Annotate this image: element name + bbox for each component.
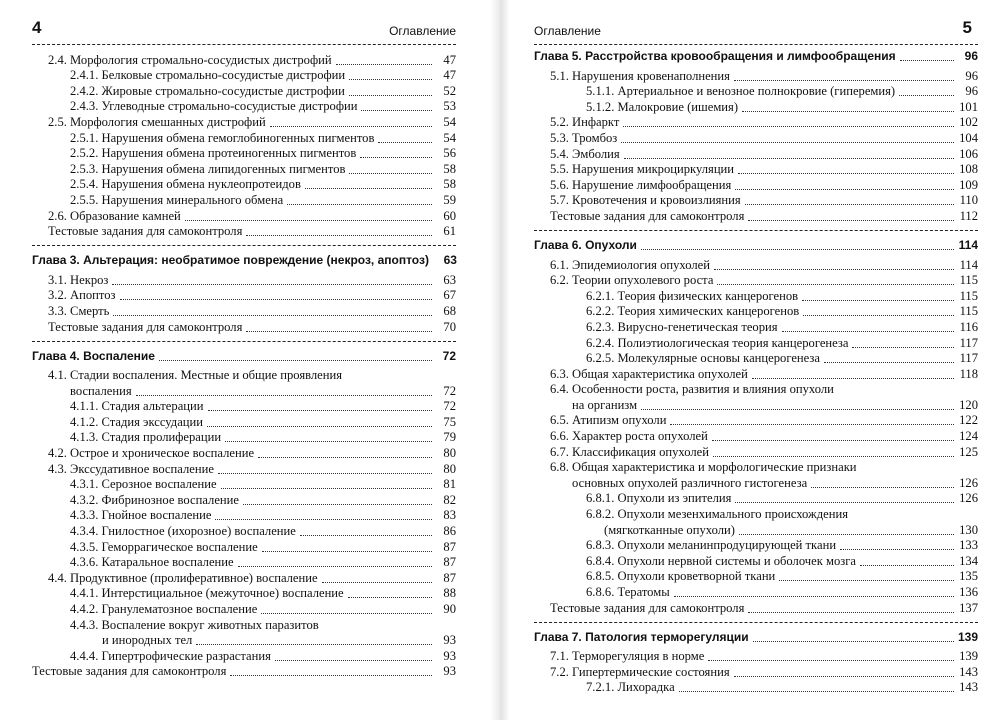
toc-entry[interactable]: 6.8. Общая характеристика и морфологические признаки bbox=[550, 460, 857, 475]
toc-entry[interactable]: 2.5.3. Нарушения обмена липидогенных пигментов 58 bbox=[70, 161, 456, 176]
toc-chapter[interactable]: Глава 7. Патология терморегуляции 139 bbox=[534, 629, 978, 644]
toc-entry[interactable]: 2.5.1. Нарушения обмена гемоглобиногенных пигментов 54 bbox=[70, 130, 456, 145]
toc-entry[interactable]: 5.2. Инфаркт 102 bbox=[550, 115, 978, 130]
toc-entry[interactable]: 6.6. Характер роста опухолей 124 bbox=[550, 429, 978, 444]
toc-entry-continuation[interactable]: и инородных тел 93 bbox=[102, 633, 456, 648]
toc-entry[interactable]: 6.3. Общая характеристика опухолей 118 bbox=[550, 366, 978, 381]
toc-entry[interactable]: 2.4.3. Углеводные стромально-сосудистые дистрофии 53 bbox=[70, 99, 456, 114]
toc-entry[interactable]: 6.8.2. Опухоли мезенхимального происхождения bbox=[586, 507, 849, 522]
table-of-contents bbox=[534, 48, 978, 695]
header-title: Оглавление bbox=[389, 24, 456, 38]
toc-entry[interactable]: 4.4.1. Интерстициальное (межуточное) воспаление 88 bbox=[70, 586, 456, 601]
toc-entry[interactable]: 7.1. Терморегуляция в норме 139 bbox=[550, 649, 978, 664]
toc-entry[interactable]: 5.1. Нарушения кровенаполнения 96 bbox=[550, 68, 978, 83]
header-title: Оглавление bbox=[534, 24, 601, 38]
toc-entry[interactable]: 2.5. Морфология смешанных дистрофий 54 bbox=[48, 114, 456, 129]
toc-entry[interactable]: 7.2. Гипертермические состояния 143 bbox=[550, 664, 978, 679]
toc-entry[interactable]: 2.5.5. Нарушения минерального обмена 59 bbox=[70, 192, 456, 207]
toc-entry[interactable]: 2.6. Образование камней 60 bbox=[48, 208, 456, 223]
section-divider bbox=[534, 230, 978, 231]
toc-entry[interactable]: 6.2. Теории опухолевого роста 115 bbox=[550, 273, 978, 288]
toc-chapter[interactable]: Глава 6. Опухоли 114 bbox=[534, 237, 978, 252]
toc-entry[interactable]: Тестовые задания для самоконтроля 93 bbox=[32, 664, 456, 679]
toc-entry[interactable]: 2.4. Морфология стромально-сосудистых дистрофий 47 bbox=[48, 52, 456, 67]
toc-entry-continuation[interactable]: основных опухолей различного гистогенеза 126 bbox=[572, 475, 978, 490]
book-gutter bbox=[490, 0, 510, 720]
toc-entry[interactable]: 2.5.4. Нарушения обмена нуклеопротеидов 58 bbox=[70, 177, 456, 192]
toc-entry[interactable]: 4.4. Продуктивное (пролиферативное) воспаление 87 bbox=[48, 570, 456, 585]
toc-entry[interactable]: Тестовые задания для самоконтроля 70 bbox=[48, 319, 456, 334]
toc-entry[interactable]: 6.2.5. Молекулярные основы канцерогенеза 117 bbox=[586, 351, 978, 366]
toc-entry[interactable]: 3.3. Смерть 68 bbox=[48, 303, 456, 318]
toc-entry[interactable]: 4.3. Экссудативное воспаление 80 bbox=[48, 461, 456, 476]
toc-entry[interactable]: 6.2.4. Полиэтиологическая теория канцерогенеза 117 bbox=[586, 335, 978, 350]
toc-entry[interactable]: 4.3.5. Геморрагическое воспаление 87 bbox=[70, 539, 456, 554]
toc-entry[interactable]: 5.7. Кровотечения и кровоизлияния 110 bbox=[550, 193, 978, 208]
toc-entry[interactable]: 4.4.2. Гранулематозное воспаление 90 bbox=[70, 602, 456, 616]
toc-entry[interactable]: 4.4.3. Воспаление вокруг животных паразитов bbox=[70, 617, 319, 632]
toc-entry[interactable]: 4.1. Стадии воспаления. Местные и общие проявления bbox=[48, 368, 343, 383]
toc-entry[interactable]: 4.3.2. Фибринозное воспаление 82 bbox=[70, 492, 456, 507]
toc-entry[interactable]: Тестовые задания для самоконтроля 137 bbox=[550, 600, 978, 615]
toc-entry[interactable]: 3.1. Некроз 63 bbox=[48, 272, 456, 287]
toc-entry[interactable]: 5.4. Эмболия 106 bbox=[550, 146, 978, 161]
toc-entry[interactable]: 6.2.2. Теория химических канцерогенов 115 bbox=[586, 304, 978, 319]
toc-entry[interactable]: 2.4.1. Белковые стромально-сосудистые дистрофии 47 bbox=[70, 68, 456, 83]
toc-entry[interactable]: 4.3.1. Серозное воспаление 81 bbox=[70, 477, 456, 492]
toc-entry-continuation[interactable]: на организм 120 bbox=[572, 397, 978, 412]
section-divider bbox=[534, 622, 978, 623]
toc-entry[interactable]: Тестовые задания для самоконтроля 61 bbox=[48, 224, 456, 239]
toc-entry[interactable]: 2.5.2. Нарушения обмена протеиногенных пигментов 56 bbox=[70, 146, 456, 161]
toc-entry[interactable]: 4.3.4. Гнилостное (ихорозное) воспаление 86 bbox=[70, 524, 456, 539]
toc-entry[interactable]: 6.8.4. Опухоли нервной системы и оболочек мозга 134 bbox=[586, 553, 978, 568]
toc-entry[interactable]: 6.2.3. Вирусно-генетическая теория 116 bbox=[586, 319, 978, 334]
toc-entry[interactable]: 6.8.3. Опухоли меланинпродуцирующей ткани 133 bbox=[586, 538, 978, 553]
toc-chapter[interactable]: Глава 5. Расстройства кровообращения и лимфообращения 96 bbox=[534, 49, 978, 63]
toc-entry[interactable]: 4.1.1. Стадия альтерации 72 bbox=[70, 399, 456, 414]
toc-entry[interactable]: 6.8.6. Тератомы 136 bbox=[586, 585, 978, 599]
toc-entry[interactable]: 5.1.2. Малокровие (ишемия) 101 bbox=[586, 99, 978, 114]
toc-entry[interactable]: 4.1.2. Стадия экссудации 75 bbox=[70, 414, 456, 429]
toc-entry[interactable]: 4.3.3. Гнойное воспаление 83 bbox=[70, 508, 456, 523]
toc-entry[interactable]: 6.8.5. Опухоли кроветворной ткани 135 bbox=[586, 569, 978, 584]
toc-entry[interactable]: 3.2. Апоптоз 67 bbox=[48, 288, 456, 303]
toc-entry[interactable]: 2.4.2. Жировые стромально-сосудистые дистрофии 52 bbox=[70, 83, 456, 98]
toc-entry[interactable]: Тестовые задания для самоконтроля 112 bbox=[550, 208, 978, 223]
toc-entry[interactable]: 6.5. Атипизм опухоли 122 bbox=[550, 413, 978, 428]
toc-entry[interactable]: 4.1.3. Стадия пролиферации 79 bbox=[70, 430, 456, 445]
toc-chapter[interactable]: Глава 4. Воспаление 72 bbox=[32, 348, 456, 363]
toc-entry[interactable]: 6.4. Особенности роста, развития и влияния опухоли bbox=[550, 382, 834, 397]
toc-entry[interactable]: 4.3.6. Катаральное воспаление 87 bbox=[70, 555, 456, 570]
right-page-header bbox=[534, 20, 978, 45]
toc-entry[interactable]: 5.3. Тромбоз 104 bbox=[550, 130, 978, 145]
left-page-header bbox=[32, 20, 456, 45]
toc-entry[interactable]: 6.7. Классификация опухолей 125 bbox=[550, 444, 978, 459]
right-page bbox=[510, 0, 1000, 720]
toc-entry[interactable]: 5.1.1. Артериальное и венозное полнокровие (гиперемия) 96 bbox=[586, 84, 978, 99]
section-divider bbox=[32, 245, 456, 246]
page-number: 5 bbox=[962, 18, 972, 37]
toc-entry[interactable]: 7.2.1. Лихорадка 143 bbox=[586, 680, 978, 695]
toc-chapter[interactable]: Глава 3. Альтерация: необратимое повреждение (некроз, апоптоз) 63 bbox=[32, 253, 457, 268]
table-of-contents bbox=[32, 52, 456, 679]
left-page bbox=[0, 0, 490, 720]
toc-entry[interactable]: 6.8.1. Опухоли из эпителия 126 bbox=[586, 491, 978, 506]
toc-entry-continuation[interactable]: воспаления 72 bbox=[70, 383, 456, 398]
toc-entry-continuation[interactable]: (мягкотканные опухоли) 130 bbox=[604, 522, 978, 537]
page-number: 4 bbox=[32, 18, 42, 37]
toc-entry[interactable]: 6.2.1. Теория физических канцерогенов 115 bbox=[586, 288, 978, 303]
toc-entry[interactable]: 5.6. Нарушение лимфообращения 109 bbox=[550, 177, 978, 192]
section-divider bbox=[32, 341, 456, 342]
toc-entry[interactable]: 6.1. Эпидемиология опухолей 114 bbox=[550, 257, 978, 272]
toc-entry[interactable]: 4.4.4. Гипертрофические разрастания 93 bbox=[70, 648, 456, 663]
toc-entry[interactable]: 5.5. Нарушения микроциркуляции 108 bbox=[550, 162, 978, 177]
toc-entry[interactable]: 4.2. Острое и хроническое воспаление 80 bbox=[48, 446, 456, 461]
